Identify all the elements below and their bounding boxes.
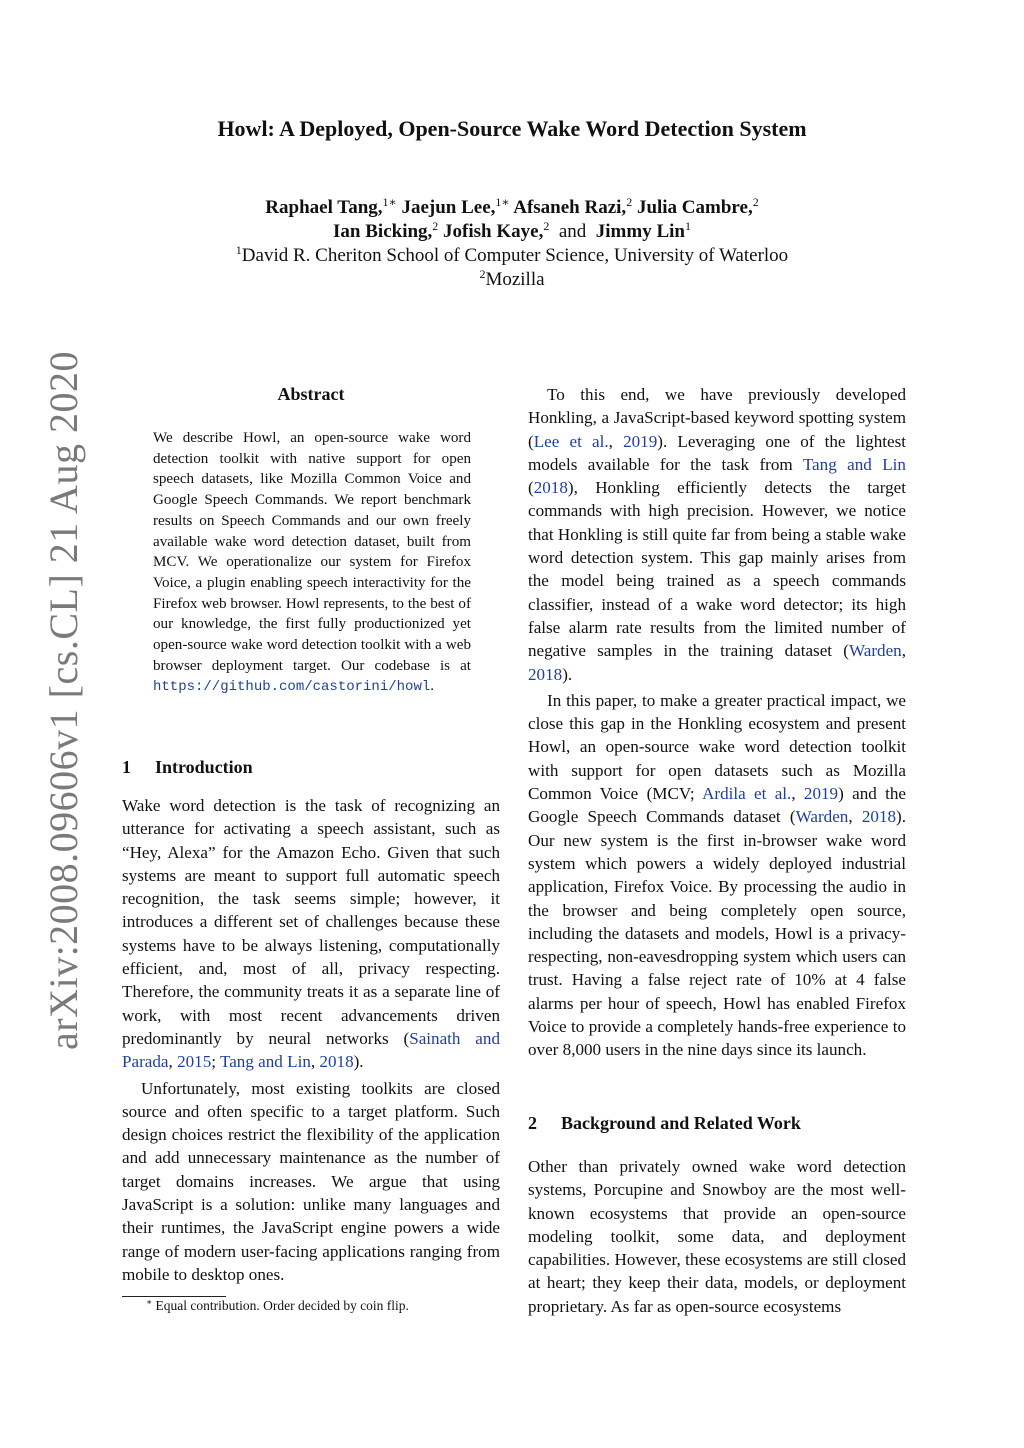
citation-year-link[interactable]: 2015 (177, 1052, 212, 1072)
paragraph-text: ). (353, 1052, 364, 1072)
footnote-mark: ∗ (146, 1297, 153, 1307)
paragraph-text: ). Our new system is the first in-browser wake word system which powers a widely deployed industrial application, Firefox Voice. By processing the audio in the browser and being completely open source, including the datasets and models, Howl is a privacy-respecting, non-eavesdropping system which users can trust. Having a false reject rate of 10% at 4 false alarms per hour of speech, Howl has enabled Firefox Voice to provide a completely hands-free experience to over 8,000 users in the nine days since its launch. (528, 807, 906, 1060)
author-name: Jofish Kaye, (443, 221, 544, 242)
paragraph-text: To this end, we have previously developed Honkling, a JavaScript-based keyword spotting system ( (528, 385, 906, 451)
footnote-divider (122, 1296, 226, 1297)
citation-separator: , (310, 1052, 320, 1072)
author-line-2 (0, 221, 1024, 243)
paragraph-text: Wake word detection is the task of recognizing an utterance for activating a speech assistant, such as “Hey, Alexa” for the Amazon Echo. Given that such systems are meant to support full automatic speech recognition, the task seems simple; however, it introduces a different set of challenges because these systems have to be always listening, computationally efficient, and, most of all, privacy respecting. Therefore, the community treats it as a separate line of work, with most recent advancements driven predominantly by neural networks ( (122, 796, 500, 1048)
citation-year-link[interactable]: 2019 (623, 431, 658, 451)
introduction-body (122, 794, 500, 1286)
abstract-end: . (430, 678, 435, 695)
author-affiliation-mark: 2 (626, 195, 633, 209)
codebase-link[interactable]: https://github.com/castorini/howl (153, 679, 431, 696)
citation-year-link[interactable]: 2018 (319, 1052, 354, 1072)
author-affiliation-mark: 2 (432, 219, 439, 233)
citation-year-link[interactable]: 2018 (528, 664, 563, 684)
section-heading-background (528, 1113, 801, 1134)
citation-link[interactable]: Tang and Lin (802, 454, 906, 474)
citation-year-link[interactable]: 2019 (803, 784, 839, 804)
citation-separator: , (791, 784, 804, 804)
affiliation-1 (0, 245, 1024, 267)
right-column-body (528, 383, 906, 1062)
author-affiliation-mark: 1∗ (382, 195, 397, 209)
citation-year-link[interactable]: 2018 (533, 478, 568, 498)
paragraph (528, 689, 906, 1062)
author-name: Raphael Tang, (265, 197, 383, 218)
section-number: 2 (528, 1113, 537, 1133)
footnote-text: Equal contribution. Order decided by coin flip. (152, 1298, 409, 1313)
paragraph-text: ). (562, 664, 573, 684)
paragraph (122, 794, 500, 1074)
paragraph: Other than privately owned wake word detection systems, Porcupine and Snowboy are the most well-known ecosystems that provide an open-source modeling toolkit, some data, and deployment capabilities. However, these ecosystems are still closed at heart; they keep their data, models, or deployment proprietary. As far as open-source ecosystems (528, 1157, 906, 1316)
paragraph-text: ). Leveraging one of the lightest models available for the task from (528, 431, 907, 474)
paragraph-text: In this paper, to make a greater practical impact, we close this gap in the Honkling ecosystem and present Howl, an open-source wake word detection toolkit with support for open datasets such as Mozilla Common Voice (MCV; (528, 690, 906, 804)
paragraph (528, 383, 906, 686)
author-name: Ian Bicking, (333, 221, 433, 242)
section-number: 1 (122, 757, 131, 777)
background-body (528, 1155, 906, 1318)
citation-separator: , (901, 641, 906, 661)
citation-link[interactable]: Warden (848, 641, 902, 661)
citation-link[interactable]: Sainath and Parada (122, 1028, 500, 1072)
citation-separator: , (848, 807, 862, 827)
author-affiliation-mark: 1∗ (495, 195, 510, 209)
affiliation-name: David R. Cheriton School of Computer Science, University of Waterloo (241, 245, 789, 266)
citation-separator: , (168, 1052, 178, 1072)
author-name: Afsaneh Razi, (513, 197, 627, 218)
citation-link[interactable]: Lee et al. (533, 431, 609, 451)
section-title: Introduction (155, 757, 253, 777)
footnote (146, 1298, 409, 1314)
author-name: Jaejun Lee, (401, 197, 496, 218)
author-affiliation-mark: 2 (543, 219, 550, 233)
abstract-body (153, 428, 471, 698)
author-affiliation-mark: 1 (684, 219, 691, 233)
citation-year-link[interactable]: 2018 (861, 807, 897, 827)
abstract-heading: Abstract (277, 384, 345, 404)
citation-link[interactable]: Tang and Lin (219, 1052, 311, 1072)
citation-separator: , (608, 431, 624, 451)
citation-link[interactable]: Warden (795, 807, 849, 827)
citation-separator: ( (528, 478, 534, 498)
section-title: Background and Related Work (561, 1113, 801, 1133)
paragraph-text: ), Honkling efficiently detects the target commands with high precision. However, we notice that Honkling is still quite far from being a stable wake word detection system. This gap mainly arises from the model being trained as a speech commands classifier, instead of a wake word detector; its high false alarm rate results from the limited number of negative samples in the training dataset ( (528, 478, 906, 661)
author-name: Jimmy Lin (595, 221, 685, 242)
paper-title: Howl: A Deployed, Open-Source Wake Word Detection System (217, 116, 807, 141)
author-name: Julia Cambre, (636, 197, 753, 218)
abstract-text: We describe Howl, an open-source wake word detection toolkit with native support for open speech datasets, like Mozilla Common Voice and Google Speech Commands. We report benchmark results on Speech Commands and our own freely available wake word detection dataset, built from MCV. We operationalize our system for Firefox Voice, a plugin enabling speech interactivity for the Firefox web browser. Howl represents, to the best of our knowledge, the first fully productionized yet open-source wake word detection toolkit with a web browser deployment target. Our codebase is at (153, 430, 471, 674)
affiliation-2 (0, 269, 1024, 291)
paragraph-text: ) and the Google Speech Commands dataset ( (528, 784, 906, 827)
affiliation-mark: 1 (235, 243, 242, 257)
citation-separator: ; (211, 1052, 220, 1072)
author-line-1 (0, 197, 1024, 219)
affiliation-mark: 2 (479, 267, 486, 281)
arxiv-identifier-stamp: arXiv:2008.09606v1 [cs.CL] 21 Aug 2020 (41, 351, 86, 1050)
paragraph: Unfortunately, most existing toolkits are closed source and often specific to a target platform. Such design choices restrict the flexibility of the application and add unnecessary maintenance as the number of target domains increases. We argue that using JavaScript is a solution: unlike many languages and their runtimes, the JavaScript engine powers a wide range of modern user-facing applications ranging from mobile to desktop ones. (122, 1078, 500, 1284)
section-heading-introduction (122, 757, 253, 778)
affiliation-name: Mozilla (485, 269, 545, 290)
author-conjunction: and (558, 221, 587, 242)
citation-link[interactable]: Ardila et al. (702, 784, 792, 804)
author-affiliation-mark: 2 (752, 195, 759, 209)
